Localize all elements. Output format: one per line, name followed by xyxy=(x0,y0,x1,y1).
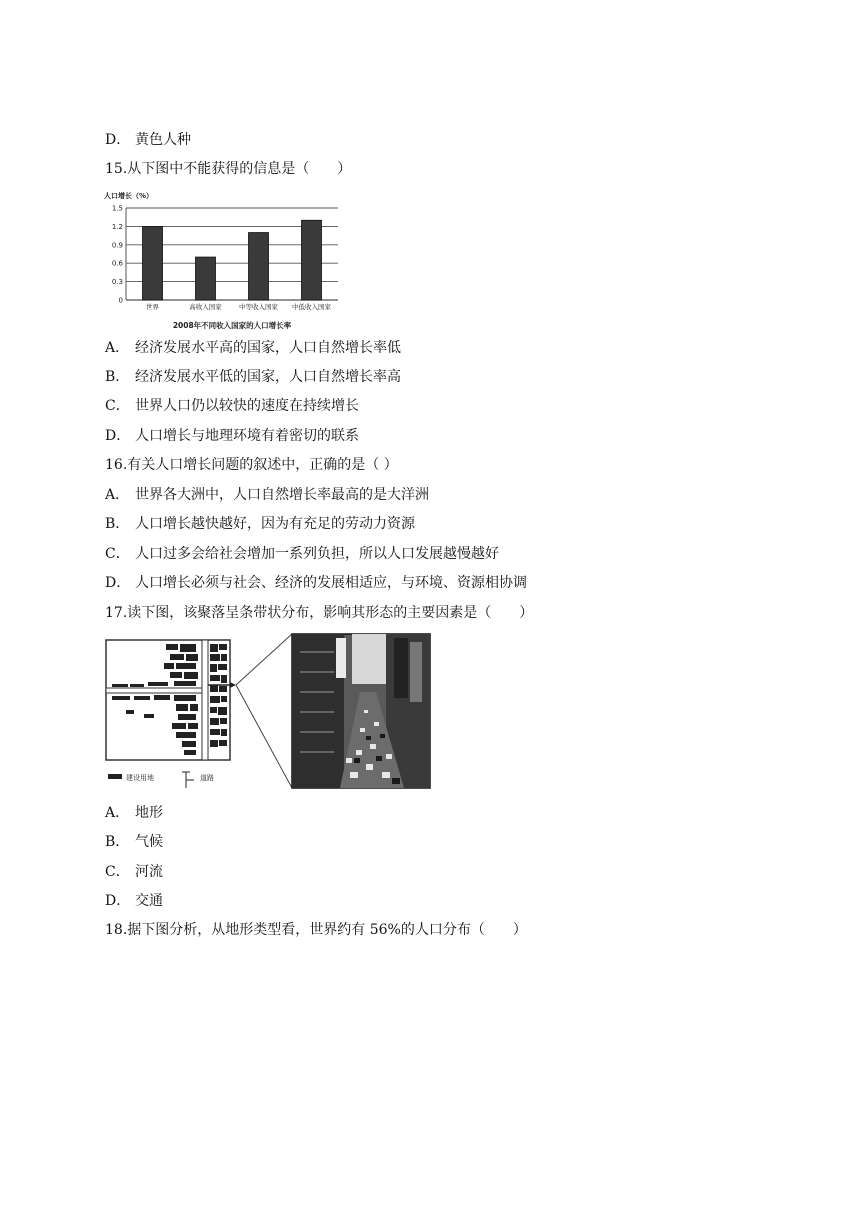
settlement-legend xyxy=(108,772,214,788)
main-road xyxy=(202,640,208,760)
option-text: 气候 xyxy=(135,834,163,850)
zoom-line-bottom xyxy=(236,685,292,788)
y-tick-label: 0.9 xyxy=(111,241,123,250)
chart-caption: 2008年不同收入国家的人口增长率 xyxy=(172,321,292,330)
q16-option-b xyxy=(105,514,415,534)
legend-built-label: 建设用地 xyxy=(126,774,154,782)
option-letter: C． xyxy=(105,864,130,880)
option-text: 交通 xyxy=(135,893,163,909)
option-letter: D． xyxy=(105,132,131,148)
option-text: 人口过多会给社会增加一系列负担，所以人口发展越慢越好 xyxy=(135,546,499,562)
option-letter: A． xyxy=(105,487,130,503)
q15-option-c xyxy=(105,396,359,416)
pointer-arrowhead xyxy=(230,682,236,688)
y-tick-label: 0.3 xyxy=(111,278,123,287)
option-letter: A． xyxy=(105,340,130,356)
option-text: 河流 xyxy=(135,864,163,880)
option-letter: B． xyxy=(105,834,130,850)
option-text: 地形 xyxy=(135,805,163,821)
option-text: 人口增长必须与社会、经济的发展相适应，与环境、资源相协调 xyxy=(135,575,527,591)
q15-option-d xyxy=(105,426,359,446)
option-letter: D． xyxy=(105,575,131,591)
q16-option-d xyxy=(105,573,527,593)
option-letter: B． xyxy=(105,369,130,385)
x-category-label: 世界 xyxy=(146,303,159,311)
question-17-stem: 17.读下图，该聚落呈条带状分布，影响其形态的主要因素是（ ） xyxy=(105,605,534,621)
question-15-stem: 15.从下图中不能获得的信息是（ ） xyxy=(105,161,352,177)
zoom-line-top xyxy=(236,634,292,685)
q15-option-a xyxy=(105,338,401,358)
q16-option-a xyxy=(105,485,429,505)
option-letter: A． xyxy=(105,805,130,821)
bar xyxy=(249,233,269,300)
q17-option-a xyxy=(105,803,163,823)
q14-option-d xyxy=(105,130,191,150)
q16-option-c xyxy=(105,544,499,564)
bar xyxy=(302,220,322,300)
legend-road-label: 道路 xyxy=(200,774,214,782)
option-letter: D． xyxy=(105,428,131,444)
street-photo xyxy=(292,634,430,788)
population-growth-chart xyxy=(104,186,344,332)
question-18-stem: 18.据下图分析，从地形类型看，世界约有 56%的人口分布（ ） xyxy=(105,922,527,938)
option-letter: C． xyxy=(105,398,130,414)
option-letter: D． xyxy=(105,893,131,909)
x-category-label: 中低收入国家 xyxy=(292,303,331,311)
q15-bar-chart xyxy=(104,186,344,336)
option-letter: B． xyxy=(105,516,130,532)
y-tick-label: 1.2 xyxy=(111,222,123,231)
y-tick-label: 1.5 xyxy=(111,204,123,213)
q17-settlement-figure xyxy=(104,632,434,796)
y-tick-label: 0.6 xyxy=(111,259,123,268)
option-text: 世界各大洲中，人口自然增长率最高的是大洋洲 xyxy=(135,487,429,503)
bar xyxy=(143,226,163,300)
option-text: 人口增长越快越好，因为有充足的劳动力资源 xyxy=(135,516,415,532)
option-text: 世界人口仍以较快的速度在持续增长 xyxy=(135,398,359,414)
option-text: 人口增长与地理环境有着密切的联系 xyxy=(135,428,359,444)
y-axis-label: 人口增长（%） xyxy=(104,192,154,200)
q17-option-c xyxy=(105,862,163,882)
option-letter: C． xyxy=(105,546,130,562)
option-text: 经济发展水平高的国家，人口自然增长率低 xyxy=(135,340,401,356)
option-text: 经济发展水平低的国家，人口自然增长率高 xyxy=(135,369,401,385)
bar xyxy=(196,257,216,300)
x-category-label: 中等收入国家 xyxy=(239,303,278,311)
side-road xyxy=(106,688,202,693)
option-text: 黄色人种 xyxy=(135,132,191,148)
q15-option-b xyxy=(105,367,401,387)
settlement-map-and-photo xyxy=(104,632,434,792)
q17-option-b xyxy=(105,832,163,852)
y-tick-label: 0 xyxy=(118,296,123,305)
question-16-stem: 16.有关人口增长问题的叙述中，正确的是（ ） xyxy=(105,457,398,473)
q17-option-d xyxy=(105,891,163,911)
legend-built-swatch xyxy=(108,774,122,779)
x-category-label: 高收入国家 xyxy=(189,303,222,311)
